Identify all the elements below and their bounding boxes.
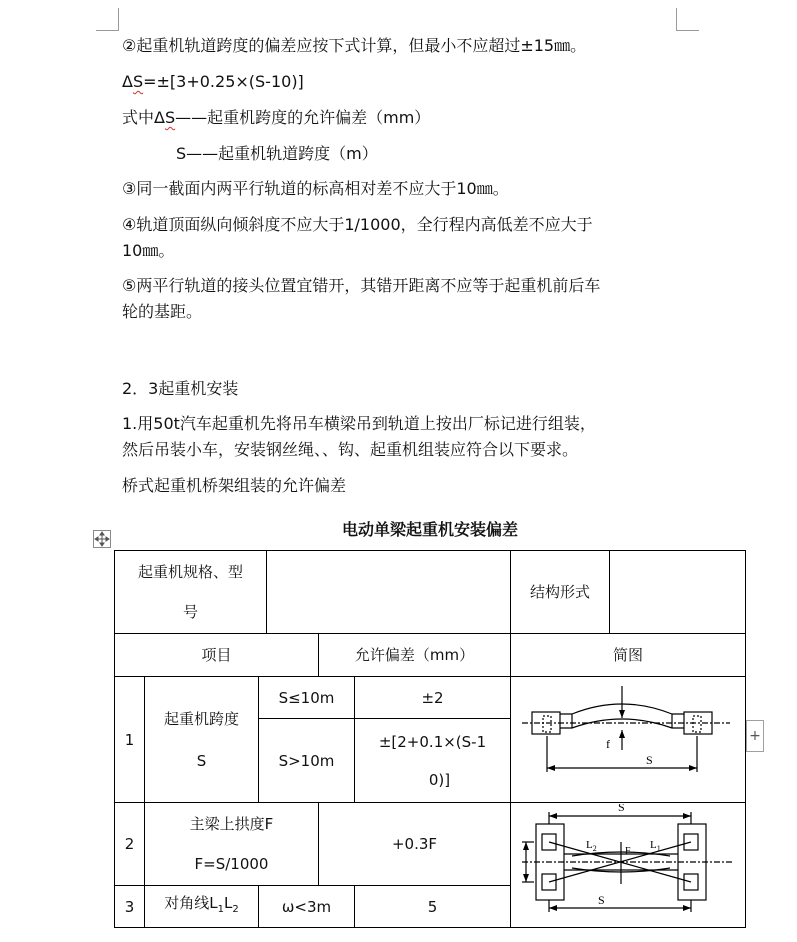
- row2-number: 2: [114, 802, 145, 886]
- paragraph-install-line1: 1.用50t汽车起重机先将吊车横梁吊到轨道上按出厂标记进行组装，: [122, 414, 596, 433]
- row1-condition-a: S≤10m: [258, 676, 355, 719]
- formula-legend-delta-s: 式中ΔS——起重机跨度的允许偏差（mm）: [122, 108, 431, 127]
- spellcheck-word: S: [164, 108, 176, 127]
- span-camber-diagram: [512, 680, 744, 800]
- fig2-s-bottom-label: S: [598, 893, 605, 907]
- paragraph-elevation: ③同一截面内两平行轨道的标高相对差不应大于10㎜。: [122, 179, 509, 198]
- paragraph-slope-line2: 10㎜。: [122, 241, 175, 260]
- row3-item-name: 对角线$L_1L_2$: [144, 885, 259, 928]
- table-title: 电动单梁起重机安装偏差: [341, 520, 518, 539]
- fig2-s-top-label: S: [618, 804, 625, 814]
- header-diagram: 简图: [510, 633, 746, 677]
- fig2-l2-label: $L_2$: [586, 839, 597, 853]
- section-heading: 2．3起重机安装: [122, 379, 239, 398]
- add-column-button[interactable]: +: [746, 720, 764, 752]
- paragraph-joint-line2: 轮的基距。: [122, 302, 203, 321]
- row3-number: 3: [114, 885, 145, 928]
- row1-condition-b: S>10m: [258, 718, 355, 803]
- header-item: 项目: [114, 633, 319, 677]
- fig2-f-label: F: [625, 846, 631, 857]
- paragraph-rail-span-deviation: ②起重机轨道跨度的偏差应按下式计算，但最小不应超过±15㎜。: [122, 36, 587, 55]
- formula-legend-s: S——起重机轨道跨度（m）: [176, 144, 378, 163]
- fig1-s-label: S: [646, 753, 653, 767]
- row1-item-name: 起重机跨度 S: [144, 676, 259, 803]
- paragraph-install-line2: 然后吊装小车，安装钢丝绳、、钩、起重机组装应符合以下要求。: [122, 440, 579, 459]
- struct-label-cell: 结构形式: [510, 550, 610, 634]
- row2-item-name: 主梁上拱度F F=S/1000: [144, 802, 319, 886]
- spec-label-cell: 起重机规格、型 号: [114, 550, 267, 634]
- page-margin-mark-left: [96, 8, 119, 31]
- header-tolerance: 允许偏差（mm）: [318, 633, 511, 677]
- table-move-handle[interactable]: [93, 530, 111, 548]
- row2-tolerance: +0.3F: [318, 802, 511, 886]
- spellcheck-word: S: [132, 72, 144, 91]
- paragraph-joint-line1: ⑤两平行轨道的接头位置宜错开，其错开距离不应等于起重机前后车: [122, 276, 601, 295]
- fig1-f-label: f: [606, 737, 610, 751]
- row3-condition: ω<3m: [258, 885, 355, 928]
- page-margin-mark-right: [676, 8, 699, 31]
- move-arrows-icon: [94, 531, 110, 547]
- spec-value-cell[interactable]: [266, 550, 511, 634]
- struct-value-cell[interactable]: [609, 550, 746, 634]
- paragraph-bridge-tolerance: 桥式起重机桥架组装的允许偏差: [122, 476, 347, 495]
- diagonal-diagram: [512, 804, 744, 926]
- row1-number: 1: [114, 676, 145, 803]
- paragraph-slope-line1: ④轨道顶面纵向倾斜度不应大于1/1000，全行程内高低差不应大于: [122, 215, 593, 234]
- row1-tolerance-b: ±[2+0.1×(S-1 0)]: [354, 718, 511, 803]
- row1-tolerance-a: ±2: [354, 676, 511, 719]
- fig2-l1-label: $L_1$: [650, 839, 661, 853]
- row3-tolerance: 5: [354, 885, 511, 928]
- formula-line: ΔS=±[3+0.25×(S-10)]: [122, 72, 304, 91]
